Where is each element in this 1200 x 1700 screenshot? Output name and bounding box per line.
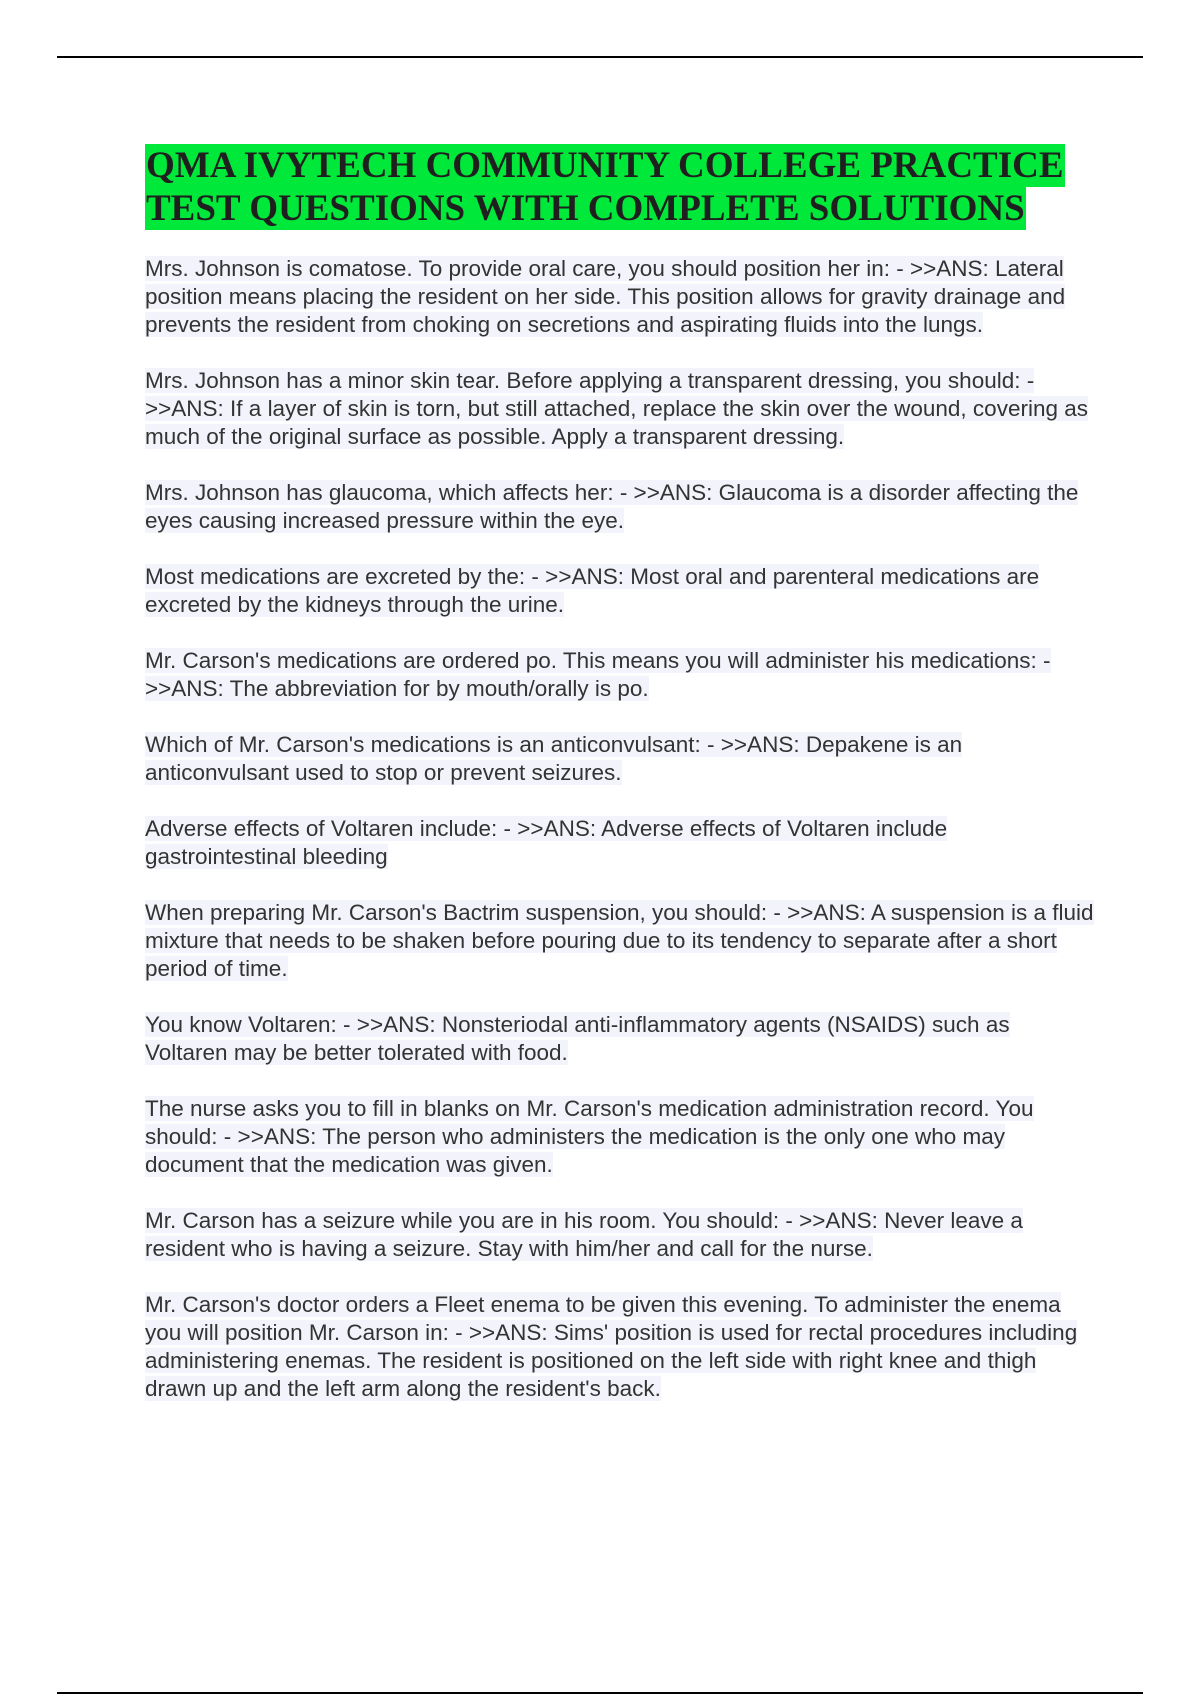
question-item (145, 563, 1095, 619)
title-line-1: QMA IVYTECH COMMUNITY COLLEGE PRACTICE (146, 145, 1064, 186)
document-body (145, 144, 1095, 1431)
question-item (145, 1011, 1095, 1067)
question-text: Mr. Carson has a seizure while you are in his room. You should: - >>ANS: Never leave a resident who is having a seizure. Stay with him/her and call for the nurse. (145, 1208, 1023, 1261)
question-item (145, 1291, 1095, 1403)
document-title (145, 144, 1095, 230)
question-item (145, 731, 1095, 787)
question-text: Which of Mr. Carson's medications is an anticonvulsant: - >>ANS: Depakene is an anticonvulsant used to stop or prevent seizures. (145, 732, 963, 785)
question-text: Mr. Carson's doctor orders a Fleet enema to be given this evening. To administer the enema you will position Mr. Carson in: - >>ANS: Sims' position is used for rectal procedures including administering enemas. The resident is positioned on the left side with right knee and thigh drawn up and the left arm along the resident's back. (145, 1292, 1078, 1401)
question-item (145, 815, 1095, 871)
question-list (145, 255, 1095, 1403)
question-text: You know Voltaren: - >>ANS: Nonsteriodal anti-inflammatory agents (NSAIDS) such as Voltaren may be better tolerated with food. (145, 1012, 1010, 1065)
question-text: Mrs. Johnson has a minor skin tear. Before applying a transparent dressing, you should: - >>ANS: If a layer of skin is torn, but still attached, replace the skin over the wound, covering as much of the original surface as possible. Apply a transparent dressing. (145, 368, 1088, 449)
question-text: Mr. Carson's medications are ordered po. This means you will administer his medications: - >>ANS: The abbreviation for by mouth/orally is po. (145, 648, 1051, 701)
question-text: When preparing Mr. Carson's Bactrim suspension, you should: - >>ANS: A suspension is a fluid mixture that needs to be shaken before pouring due to its tendency to separate after a short period of time. (145, 900, 1094, 981)
question-text: Mrs. Johnson is comatose. To provide oral care, you should position her in: - >>ANS: Lateral position means placing the resident on her side. This position allows for gravity drainage and prevents the resident from choking on secretions and aspirating fluids into the lungs. (145, 256, 1066, 337)
question-item (145, 255, 1095, 339)
footer-rule (57, 1692, 1143, 1694)
question-item (145, 1207, 1095, 1263)
question-text: Most medications are excreted by the: - >>ANS: Most oral and parenteral medications are excreted by the kidneys through the urine. (145, 564, 1040, 617)
question-item (145, 479, 1095, 535)
title-line-2: TEST QUESTIONS WITH COMPLETE SOLUTIONS (146, 188, 1025, 229)
question-item (145, 899, 1095, 983)
question-item (145, 367, 1095, 451)
question-text: Adverse effects of Voltaren include: - >>ANS: Adverse effects of Voltaren include gastrointestinal bleeding (145, 816, 948, 869)
question-text: The nurse asks you to fill in blanks on Mr. Carson's medication administration record. You should: - >>ANS: The person who administers the medication is the only one who may document that the medication was given. (145, 1096, 1034, 1177)
question-item (145, 647, 1095, 703)
header-rule (57, 56, 1143, 58)
question-text: Mrs. Johnson has glaucoma, which affects her: - >>ANS: Glaucoma is a disorder affecting the eyes causing increased pressure within the eye. (145, 480, 1079, 533)
question-item (145, 1095, 1095, 1179)
